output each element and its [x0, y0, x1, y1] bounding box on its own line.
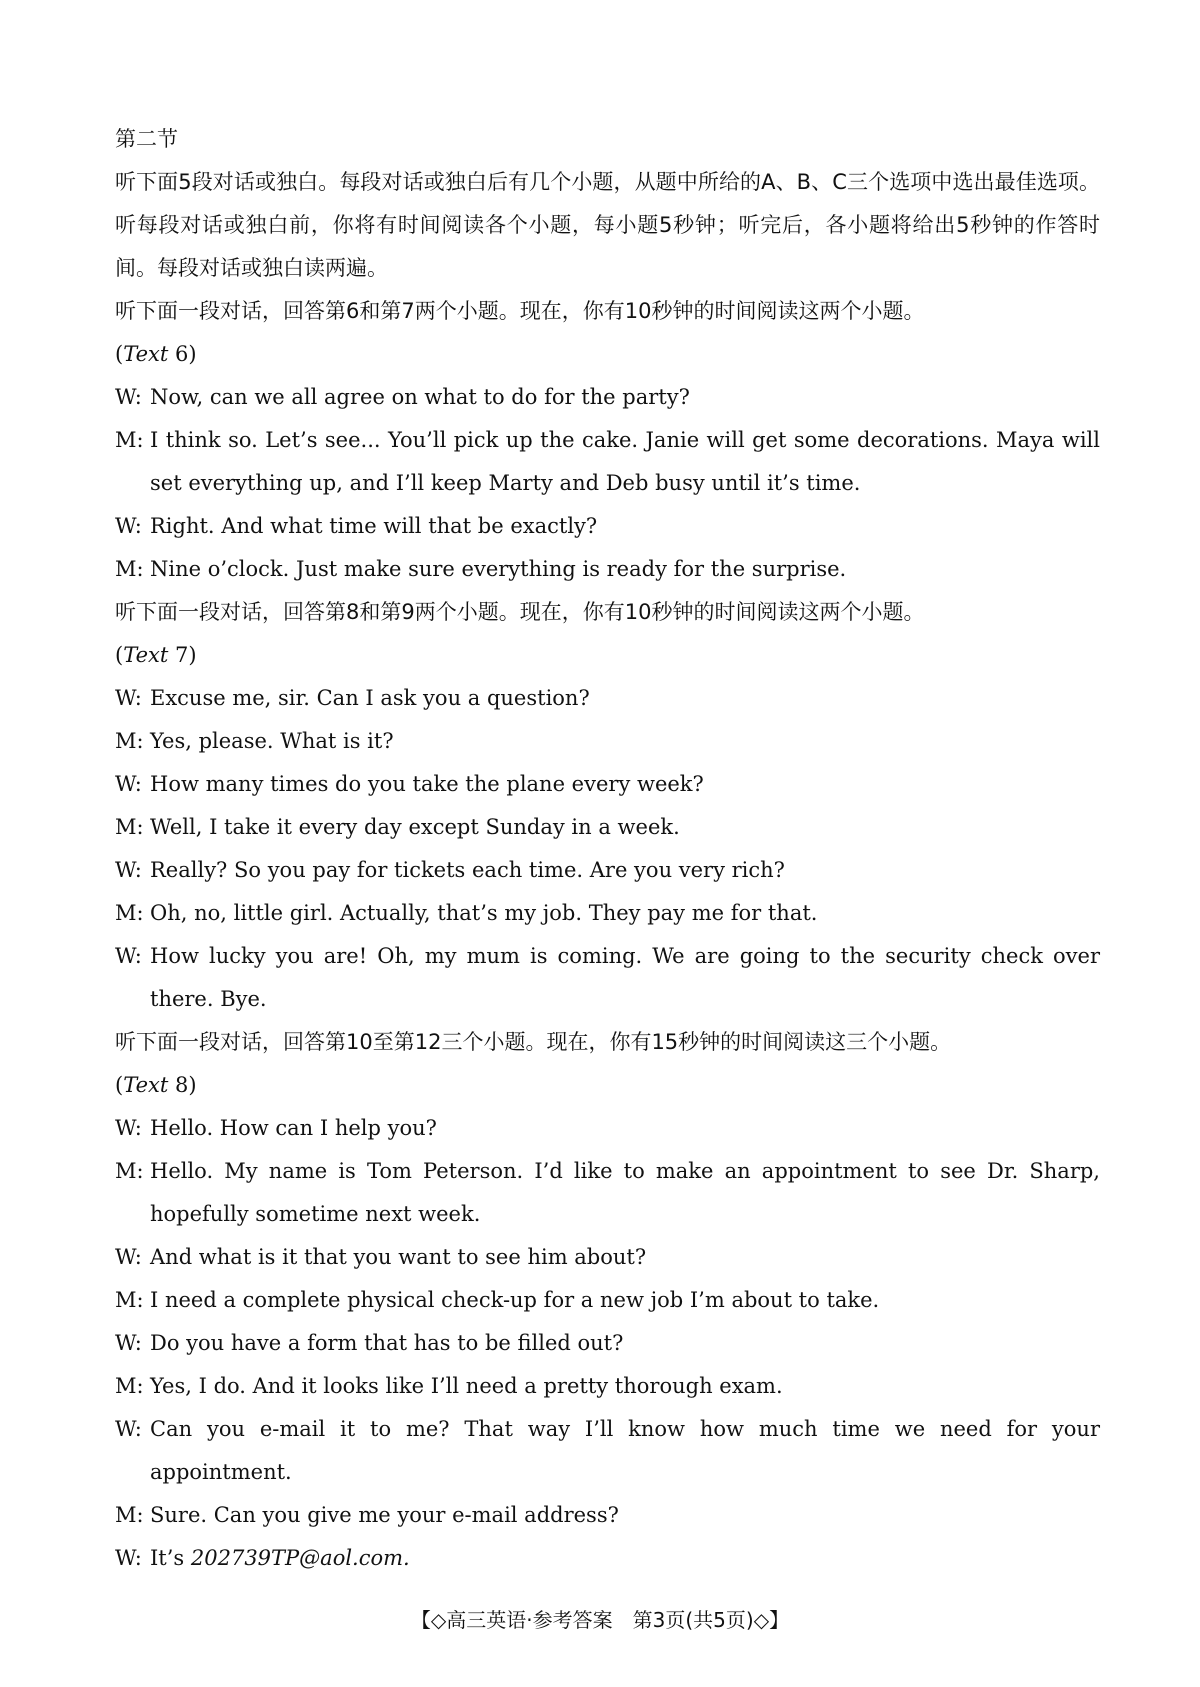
dialogue-prompt: 听下面一段对话，回答第8和第9两个小题。现在，你有10秒钟的时间阅读这两个小题。 — [115, 600, 925, 624]
dialogue-line: M: Well, I take it every day except Sunday in a week. — [115, 806, 1100, 849]
speaker-label: M: — [115, 1503, 144, 1527]
text-label: (Text 8) — [115, 1073, 197, 1097]
dialogue-line: M: Hello. My name is Tom Peterson. I’d like to make an appointment to see Dr. Sharp, hopefully sometime next week. — [115, 1150, 1100, 1236]
dialogue-line: W: How many times do you take the plane every week? — [115, 763, 1100, 806]
dialogue-line: W: How lucky you are! Oh, my mum is coming. We are going to the security check over there. Bye. — [115, 935, 1100, 1021]
dialogue-line: W: It’s 202739TP@aol.com. — [115, 1537, 1100, 1580]
dialogue-line: M: Sure. Can you give me your e-mail address? — [115, 1494, 1100, 1537]
speaker-label: M: — [115, 815, 144, 839]
speaker-label: W: — [115, 1245, 142, 1269]
section-title: 第二节 — [115, 127, 178, 151]
speaker-label: W: — [115, 514, 142, 538]
speaker-label: W: — [115, 385, 142, 409]
text-label: (Text 6) — [115, 342, 197, 366]
dialogue-prompt: 听下面一段对话，回答第10至第12三个小题。现在，你有15秒钟的时间阅读这三个小题。 — [115, 1030, 952, 1054]
speaker-label: M: — [115, 901, 144, 925]
dialogue-line: W: Can you e-mail it to me? That way I’ll know how much time we need for your appointment. — [115, 1408, 1100, 1494]
dialogue-line: M: I think so. Let’s see... You’ll pick up the cake. Janie will get some decorations. Maya will set everything up, and I’ll keep Marty and Deb busy until it’s time. — [115, 419, 1100, 505]
dialogue-line: W: Right. And what time will that be exactly? — [115, 505, 1100, 548]
dialogue-prompt: 听下面一段对话，回答第6和第7两个小题。现在，你有10秒钟的时间阅读这两个小题。 — [115, 299, 925, 323]
speaker-label: W: — [115, 686, 142, 710]
speaker-label: M: — [115, 1374, 144, 1398]
speaker-label: M: — [115, 428, 144, 452]
text-label: (Text 7) — [115, 643, 197, 667]
speaker-label: W: — [115, 858, 142, 882]
document-body — [115, 118, 1100, 1580]
page-footer: 【◇高三英语·参考答案 第3页(共5页)◇】 — [410, 1608, 790, 1632]
dialogue-line: M: I need a complete physical check-up for a new job I’m about to take. — [115, 1279, 1100, 1322]
speaker-label: M: — [115, 557, 144, 581]
dialogue-line: W: And what is it that you want to see him about? — [115, 1236, 1100, 1279]
dialogue-line: W: Really? So you pay for tickets each time. Are you very rich? — [115, 849, 1100, 892]
speaker-label: M: — [115, 1288, 144, 1312]
speaker-label: W: — [115, 1331, 142, 1355]
dialogue-line: M: Oh, no, little girl. Actually, that’s my job. They pay me for that. — [115, 892, 1100, 935]
dialogue-block-text-6 — [115, 290, 1100, 591]
dialogue-line: W: Hello. How can I help you? — [115, 1107, 1100, 1150]
speaker-label: W: — [115, 1546, 142, 1570]
speaker-label: M: — [115, 1159, 144, 1183]
section-instructions: 听下面5段对话或独白。每段对话或独白后有几个小题，从题中所给的A、B、C三个选项中选出最佳选项。听每段对话或独白前，你将有时间阅读各个小题，每小题5秒钟；听完后，各小题将给出5秒钟的作答时间。每段对话或独白读两遍。 — [115, 170, 1100, 280]
speaker-label: W: — [115, 772, 142, 796]
dialogue-line: M: Yes, I do. And it looks like I’ll need a pretty thorough exam. — [115, 1365, 1100, 1408]
speaker-label: W: — [115, 1417, 142, 1441]
dialogue-block-text-7 — [115, 591, 1100, 1021]
speaker-label: W: — [115, 1116, 142, 1140]
dialogue-line: M: Yes, please. What is it? — [115, 720, 1100, 763]
dialogue-line: W: Now, can we all agree on what to do for the party? — [115, 376, 1100, 419]
dialogue-line: W: Excuse me, sir. Can I ask you a question? — [115, 677, 1100, 720]
dialogue-line: W: Do you have a form that has to be filled out? — [115, 1322, 1100, 1365]
dialogue-block-text-8 — [115, 1021, 1100, 1580]
speaker-label: W: — [115, 944, 142, 968]
speaker-label: M: — [115, 729, 144, 753]
email-address: 202739TP@aol.com. — [190, 1546, 410, 1570]
dialogue-line: M: Nine o’clock. Just make sure everything is ready for the surprise. — [115, 548, 1100, 591]
